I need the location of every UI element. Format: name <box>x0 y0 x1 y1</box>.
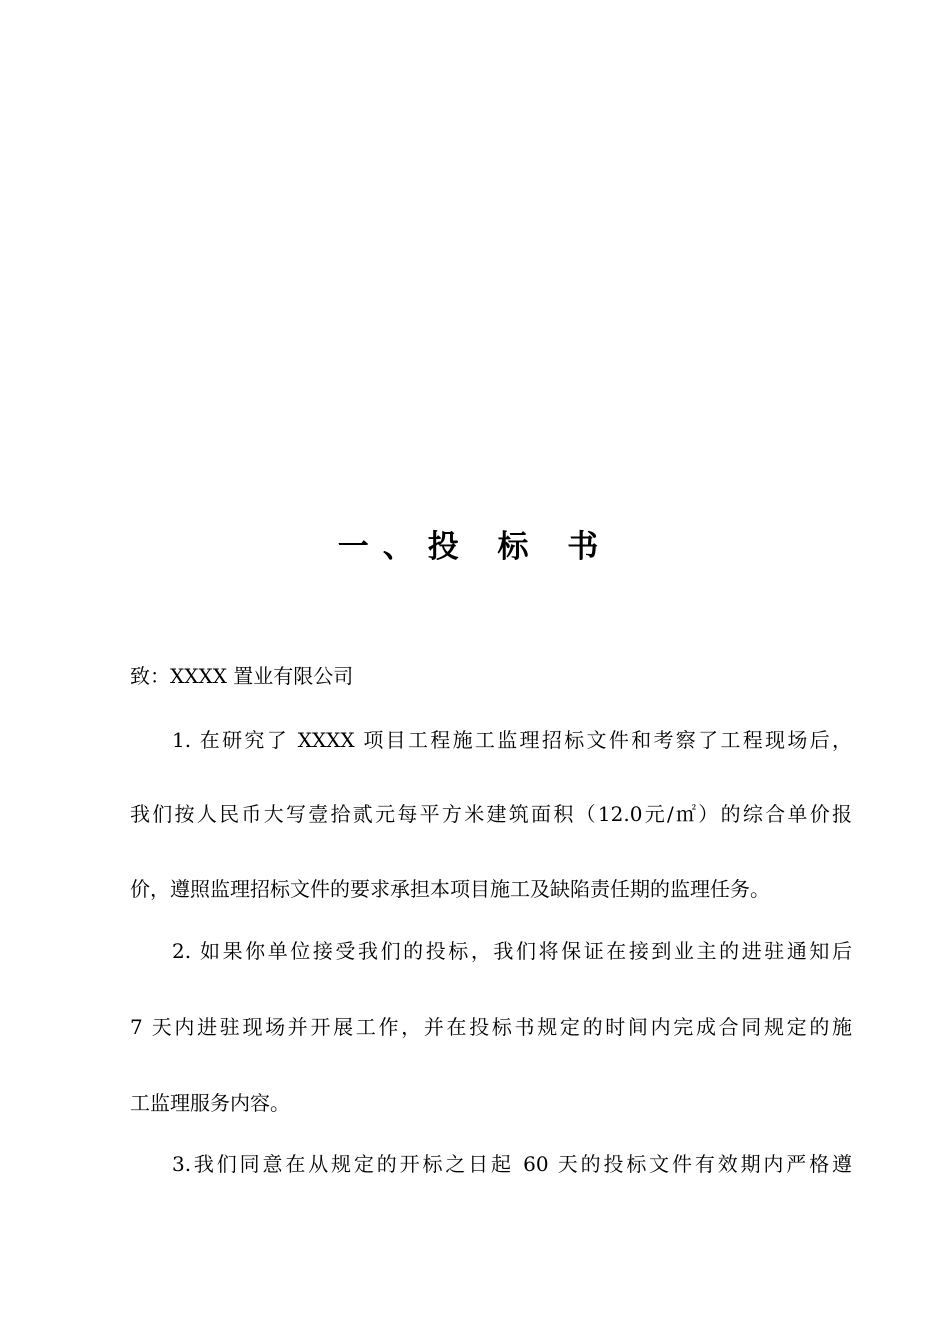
paragraph-2-line-3: 工监理服务内容。 <box>130 1091 290 1115</box>
paragraph-2-line-1: 2. 如果你单位接受我们的投标，我们将保证在接到业主的进驻通知后 <box>172 939 852 963</box>
addressee-line: 致：XXXX 置业有限公司 <box>130 664 354 688</box>
paragraph-1-line-2: 我们按人民币大写壹拾贰元每平方米建筑面积（12.0元/㎡）的综合单价报 <box>130 802 852 826</box>
paragraph-2-line-2: 7 天内进驻现场并开展工作，并在投标书规定的时间内完成合同规定的施 <box>130 1015 852 1039</box>
paragraph-3-line-1: 3.我们同意在从规定的开标之日起 60 天的投标文件有效期内严格遵 <box>172 1152 852 1176</box>
document-title: 一、投 标 书 <box>337 529 613 565</box>
paragraph-1-line-1: 1. 在研究了 XXXX 项目工程施工监理招标文件和考察了工程现场后， <box>172 728 852 752</box>
paragraph-1-line-3: 价，遵照监理招标文件的要求承担本项目施工及缺陷责任期的监理任务。 <box>130 877 770 901</box>
